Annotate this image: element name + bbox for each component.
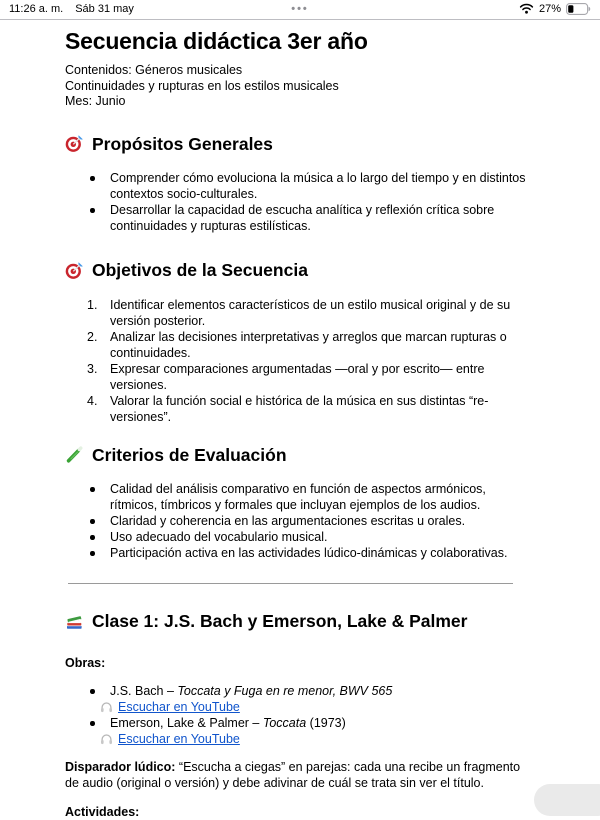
work-suffix: (1973) [306,716,346,731]
target-dart-icon [65,134,84,153]
list-item: Claridad y coherencia en las argumentaciones escritas u orales. [65,513,535,529]
battery-percent: 27% [538,2,561,15]
section-heading-label: Propósitos Generales [92,133,273,154]
status-bar [0,0,600,20]
floating-button-partial[interactable] [534,784,600,816]
work-title: Toccata y Fuga en re menor, BWV 565 [177,684,393,699]
works-list [65,683,535,747]
list-item: Participación activa en las actividades lúdico-dinámicas y colaborativas. [65,545,535,561]
section-heading-criterios [65,443,535,467]
numbered-item [65,393,535,425]
numbered-item [65,329,535,361]
item-text: Analizar las decisiones interpretativas y arreglos que marcan rupturas o continuidades. [110,329,507,360]
item-text: Valorar la función social e histórica de la música en sus distintas “re-versiones”. [110,393,489,424]
numbered-item [65,297,535,329]
disparador-label: Disparador lúdico: [65,760,176,775]
item-number: 4. [87,393,98,408]
green-pencil-icon [65,445,84,464]
numbered-item [65,361,535,393]
headphones-icon [100,733,113,745]
section-heading-clase1 [65,609,535,633]
list-item: Calidad del análisis comparativo en función de aspectos armónicos, rítmicos, tímbricos y formales que incluyan ejemplos de los audios. [65,481,535,513]
page-title: Secuencia didáctica 3er año [65,28,368,54]
item-number: 3. [87,361,98,376]
section-heading-objetivos [65,258,535,282]
work-link-row [65,731,535,747]
section-heading-label: Objetivos de la Secuencia [92,260,308,281]
list-item: Uso adecuado del vocabulario musical. [65,529,535,545]
item-text: Expresar comparaciones argumentadas —oral y por escrito— entre versiones. [110,361,485,392]
books-stack-icon [65,612,84,631]
item-number: 2. [87,329,98,344]
propositos-list [65,170,535,234]
obras-label: Obras: [65,656,106,671]
multitasking-dots-icon[interactable]: ••• [291,2,309,15]
horizontal-rule [68,583,513,584]
doc-meta [65,63,535,110]
item-text: Identificar elementos característicos de un estilo musical original y de su versión posterior. [110,297,511,328]
wifi-icon [519,3,534,14]
youtube-link[interactable]: Escuchar en YouTube [118,700,240,715]
section-heading-label: Criterios de Evaluación [92,444,287,465]
status-left [9,3,134,15]
work-item [65,715,535,731]
criterios-list [65,481,535,561]
battery-icon [566,3,591,15]
meta-line: Continuidades y rupturas en los estilos musicales [65,78,339,93]
objetivos-list [65,297,535,425]
work-artist: Emerson, Lake & Palmer – [110,716,263,731]
list-item: Desarrollar la capacidad de escucha analítica y reflexión crítica sobre continuidades y rupturas estilísticas. [65,202,535,234]
section-heading-label: Clase 1: J.S. Bach y Emerson, Lake & Palmer [92,611,468,632]
list-item: Comprender cómo evoluciona la música a lo largo del tiempo y en distintos contextos socio-culturales. [65,170,535,202]
document-canvas [0,27,600,820]
status-time: 11:26 a. m. [9,2,64,15]
item-number: 1. [87,297,98,312]
youtube-link[interactable]: Escuchar en YouTube [118,732,240,747]
actividades-label: Actividades: [65,804,140,819]
status-right [519,3,591,15]
section-heading-propositos [65,132,535,156]
work-item [65,683,535,699]
disparador-text: “Escucha a ciegas” en parejas: cada una recibe un fragmento de audio (original o versión) y debe adivinar de cuál se trata sin ver el título. [65,760,521,791]
headphones-icon [100,701,113,713]
disparador-paragraph [65,759,535,791]
work-link-row [65,699,535,715]
target-dart-icon [65,261,84,280]
meta-line: Mes: Junio [65,94,126,108]
work-title: Toccata [262,716,307,731]
work-artist: J.S. Bach – [110,684,178,699]
meta-line: Contenidos: Géneros musicales [65,63,243,77]
status-date: Sáb 31 may [75,2,134,15]
